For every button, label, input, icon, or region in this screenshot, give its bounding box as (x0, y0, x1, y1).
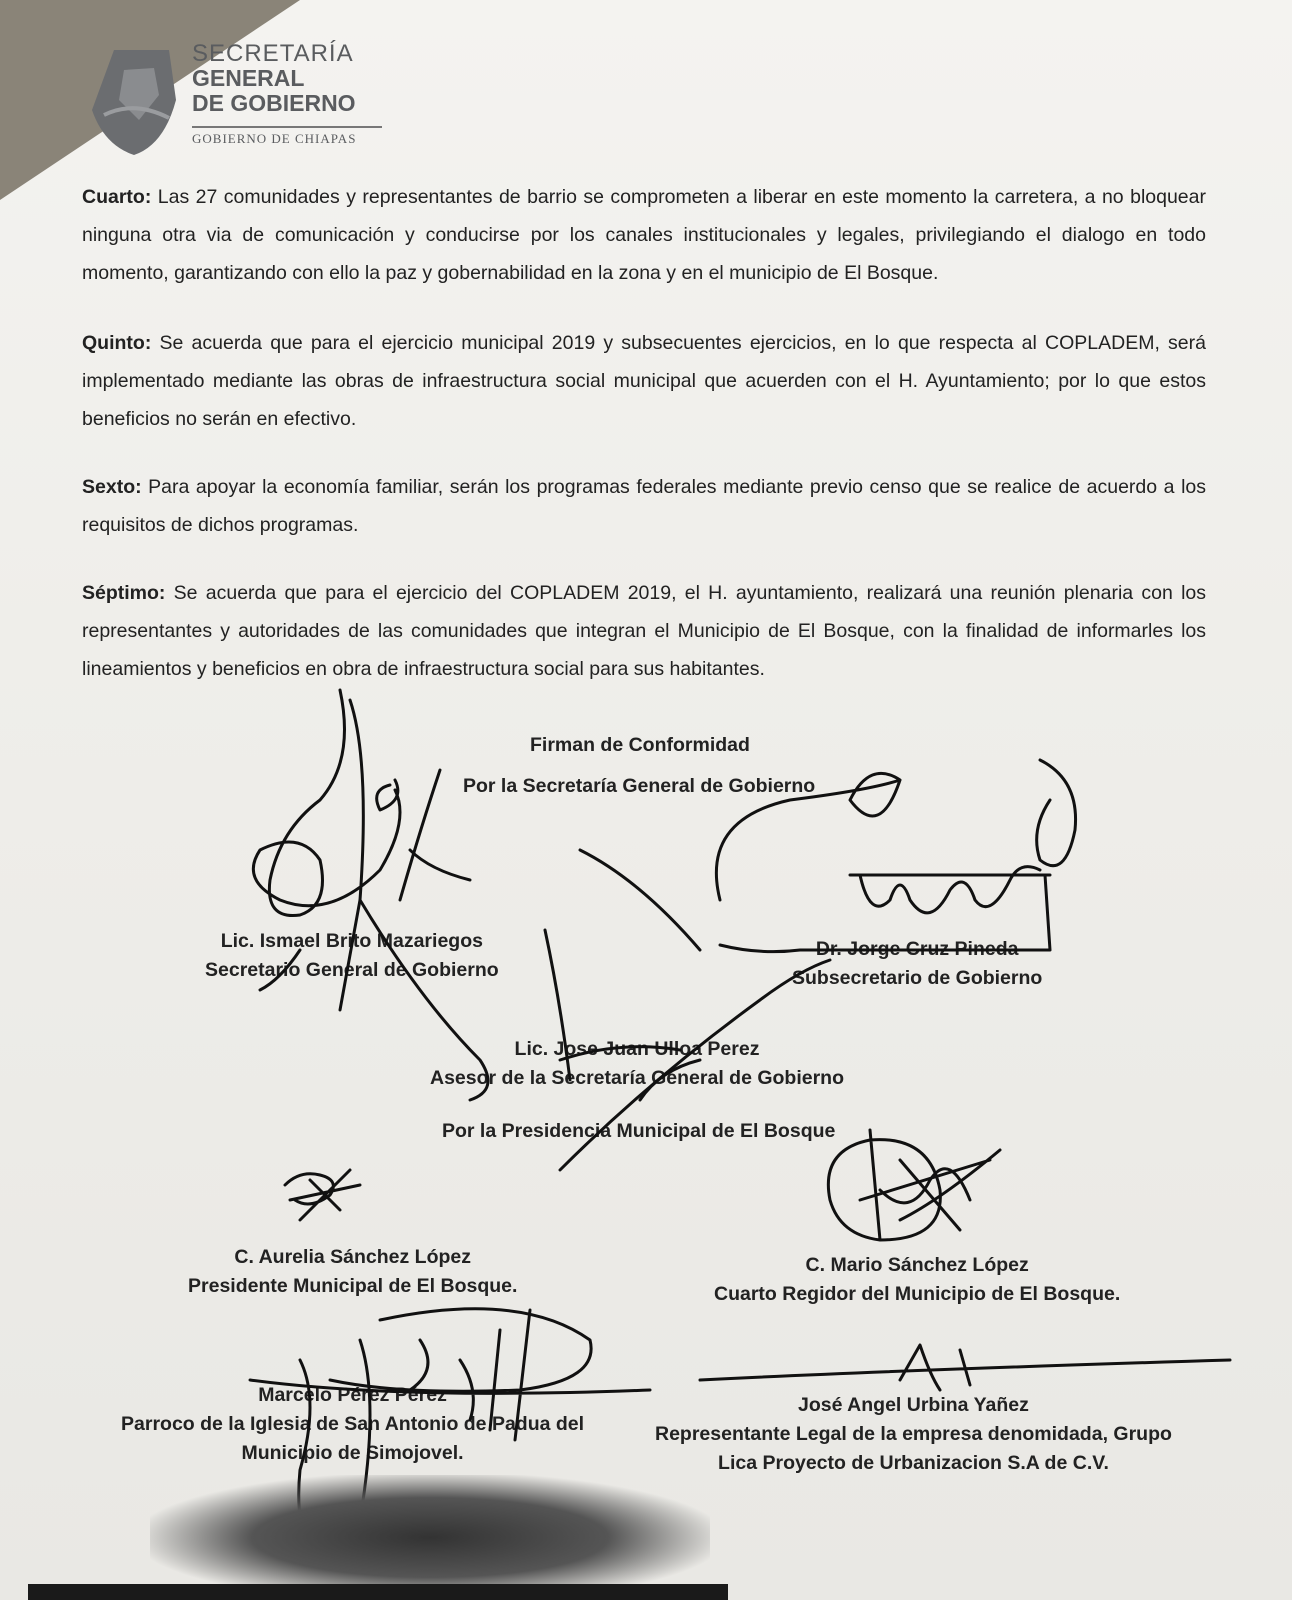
clause-text: Para apoyar la economía familiar, serán los programas federales mediante previo censo que se realice de acuerdo a los requisitos de dichos programas. (82, 476, 1206, 536)
clause-quinto (82, 324, 1206, 438)
clause-text: Se acuerda que para el ejercicio municipal 2019 y subsecuentes ejercicios, en lo que respecta al COPLADEM, será implementado mediante las obras de infraestructura social municipal que acuerden con el H. Ayuntamiento; por lo que estos beneficios no serán en efectivo. (82, 332, 1206, 430)
signatory-ulloa (430, 1035, 844, 1093)
signatory-name: Lic. Jose Juan Ulloa Perez (514, 1038, 760, 1060)
signatory-title: Secretario General de Gobierno (205, 959, 499, 981)
clause-label: Sexto: (82, 476, 142, 498)
heading-secretaria: Por la Secretaría General de Gobierno (463, 775, 816, 797)
signatory-title: Municipio de Simojovel. (241, 1442, 464, 1464)
signatory-title: Presidente Municipal de El Bosque. (188, 1275, 518, 1297)
signatory-title: Parroco de la Iglesia de San Antonio de Padua del (121, 1413, 585, 1435)
heading-presidencia: Por la Presidencia Municipal de El Bosque (442, 1120, 836, 1142)
logo-subtitle: GOBIERNO DE CHIAPAS (192, 126, 382, 147)
logo-line-3: DE GOBIERNO (192, 90, 356, 116)
chiapas-emblem-icon (84, 40, 189, 160)
signatory-brito (205, 927, 499, 985)
signatory-mario (714, 1251, 1120, 1309)
secretaria-logo (84, 40, 404, 160)
heading-conformidad: Firman de Conformidad (530, 734, 750, 756)
clause-label: Séptimo: (82, 582, 166, 604)
clause-label: Cuarto: (82, 186, 152, 208)
signatory-title: Asesor de la Secretaría General de Gobierno (430, 1067, 845, 1089)
signatory-title: Representante Legal de la empresa denomidada, Grupo (655, 1423, 1172, 1445)
footer-bar (28, 1584, 728, 1600)
logo-line-1: SECRETARÍA (192, 40, 354, 67)
clause-sexto (82, 468, 1206, 544)
logo-line-2: GENERAL (192, 65, 305, 91)
signatory-cruz (792, 935, 1042, 993)
signatory-name: Lic. Ismael Brito Mazariegos (220, 930, 483, 952)
signatory-jose (655, 1391, 1172, 1478)
signatory-marcelo (121, 1381, 584, 1468)
signatory-aurelia (188, 1243, 517, 1301)
shadow-overlay (150, 1475, 710, 1600)
signatory-name: Marcelo Pérez Pérez (258, 1384, 447, 1406)
signatory-title: Lica Proyecto de Urbanizacion S.A de C.V. (718, 1452, 1109, 1474)
signatory-title: Cuarto Regidor del Municipio de El Bosque. (714, 1283, 1121, 1305)
clause-septimo (82, 574, 1206, 688)
clause-text: Se acuerda que para el ejercicio del COPLADEM 2019, el H. ayuntamiento, realizará una reunión plenaria con los representantes y autoridades de las comunidades que integran el Municipio de El Bosque, con la finalidad de informarles los lineamientos y beneficios en obra de infraestructura social para sus habitantes. (82, 582, 1206, 680)
clause-label: Quinto: (82, 332, 152, 354)
clause-cuarto (82, 178, 1206, 292)
clause-text: Las 27 comunidades y representantes de barrio se comprometen a liberar en este momento la carretera, a no bloquear ninguna otra via de comunicación y conducirse por los canales institucionales y legales, privilegiando el dialogo en todo momento, garantizando con ello la paz y gobernabilidad en la zona y en el municipio de El Bosque. (82, 186, 1206, 284)
signatory-title: Subsecretario de Gobierno (792, 967, 1043, 989)
signatory-name: C. Mario Sánchez López (805, 1254, 1029, 1276)
signatory-name: C. Aurelia Sánchez López (234, 1246, 471, 1268)
signatory-name: José Angel Urbina Yañez (798, 1394, 1029, 1416)
signatory-name: Dr. Jorge Cruz Pineda (815, 938, 1019, 960)
